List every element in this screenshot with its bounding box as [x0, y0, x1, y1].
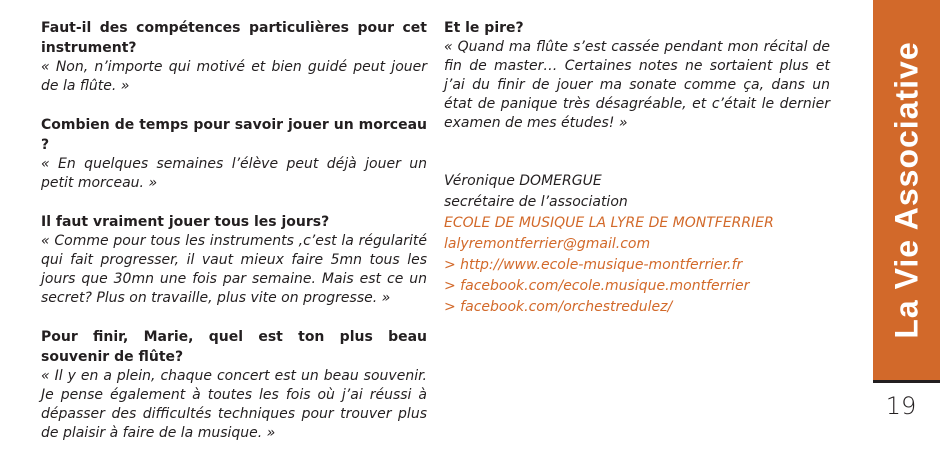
answer: « Quand ma flûte s’est cassée pendant mon récital de fin de master… Certaines notes ne sortaient plus et j’ai du finir de jouer ma sonate comme ça, dans un état de panique très désagréable, et c’était le dernier examen de mes études! » [444, 39, 830, 131]
right-column [444, 18, 830, 318]
website-link[interactable]: > http://www.ecole-musique-montferrier.fr [444, 257, 743, 273]
organization-name: ECOLE DE MUSIQUE LA LYRE DE MONTFERRIER [444, 215, 774, 231]
answer: « Il y en a plein, chaque concert est un beau souvenir. Je pense également à toutes les fois où j’ai réussi à dépasser des difficultés techniques pour trouver plus de plaisir à faire de la musique. » [41, 368, 427, 441]
question: Faut-il des compétences particulières pour cet instrument? [41, 20, 427, 56]
qa-block [444, 18, 830, 133]
facebook-orchestra-link[interactable]: > facebook.com/orchestredulez/ [444, 299, 673, 315]
question: Il faut vraiment jouer tous les jours? [41, 214, 330, 230]
answer: « Comme pour tous les instruments ,c’est la régularité qui fait progresser, il vaut mieux faire 5mn tous les jours que 30mn une fois par semaine. Mais est ce un secret? Plus on travaille, plus vite on progresse. » [41, 233, 427, 306]
facebook-school-link[interactable]: > facebook.com/ecole.musique.montferrier [444, 278, 750, 294]
left-column [41, 18, 427, 462]
answer: « Non, n’importe qui motivé et bien guidé peut jouer de la flûte. » [41, 59, 427, 94]
author-role: secrétaire de l’association [444, 194, 628, 210]
section-title: La Vie Associative [888, 41, 924, 339]
qa-block [41, 327, 427, 443]
author-name: Véronique DOMERGUE [444, 173, 602, 189]
section-sidebar [873, 0, 940, 380]
page-number-rule [873, 380, 940, 383]
answer: « En quelques semaines l’élève peut déjà jouer un petit morceau. » [41, 156, 427, 191]
email-link[interactable]: lalyremontferrier@gmail.com [444, 236, 651, 252]
question: Et le pire? [444, 20, 524, 36]
qa-block [41, 212, 427, 308]
qa-block [41, 18, 427, 96]
question: Pour finir, Marie, quel est ton plus beau souvenir de flûte? [41, 329, 427, 365]
signature-block [444, 171, 830, 318]
page-number: 19 [885, 392, 917, 420]
qa-block [41, 115, 427, 193]
question: Combien de temps pour savoir jouer un morceau ? [41, 117, 427, 153]
